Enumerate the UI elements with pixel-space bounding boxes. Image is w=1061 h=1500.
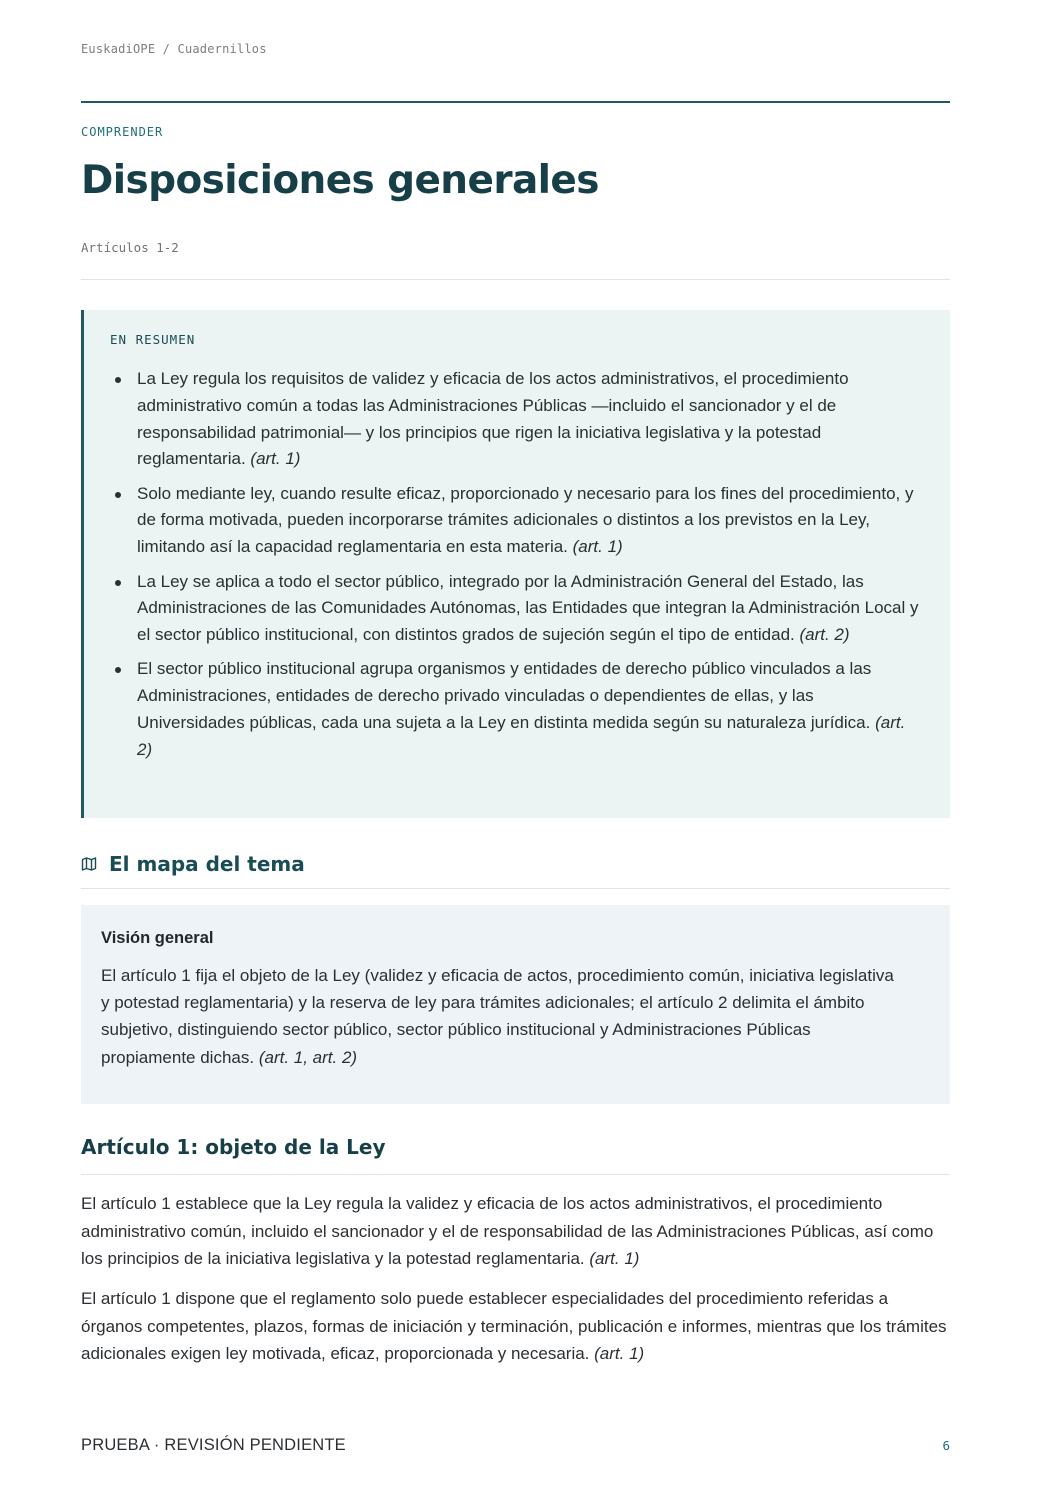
map-heading — [81, 850, 305, 878]
article-reference: (art. 1) — [589, 1249, 640, 1268]
bullet-icon — [115, 667, 121, 673]
section-title: Artículo 1: objeto de la Ley — [81, 1135, 386, 1159]
summary-item-text: Solo mediante ley, cuando resulte eficaz, proporcionado y necesario para los fines del procedimiento, y de forma motivada, pueden incorporarse trámites adicionales o distintos a los previstos en la Ley, limitando así la capacidad reglamentaria en esta materia. — [137, 483, 914, 557]
title-divider — [81, 279, 950, 280]
paragraph-text: El artículo 1 establece que la Ley regula la validez y eficacia de los actos administrativos, el procedimiento administrativo común, incluido el sancionador y el de responsabilidad de las Administraciones Públicas, así como los principios de la iniciativa legislativa y la potestad reglamentaria. — [81, 1194, 934, 1268]
section-kicker: COMPRENDER — [81, 125, 164, 139]
overview-box — [81, 905, 950, 1104]
bullet-icon — [115, 492, 121, 498]
article-reference: (art. 1) — [572, 537, 623, 557]
footer-status: PRUEBA · REVISIÓN PENDIENTE — [81, 1436, 346, 1454]
summary-item — [110, 569, 920, 649]
summary-item-text: La Ley regula los requisitos de validez y eficacia de los actos administrativos, el procedimiento administrativo común a todas las Administraciones Públicas —incluido el sancionador y el de responsabilidad patrimonial— y los principios que rigen la iniciativa legislativa y la potestad reglamentaria. — [137, 369, 849, 469]
page-number: 6 — [942, 1438, 950, 1453]
section-divider — [81, 1174, 950, 1175]
article-reference: (art. 2) — [799, 625, 850, 645]
summary-item — [110, 366, 920, 473]
article-reference: (art. 2) — [137, 713, 906, 759]
breadcrumb[interactable]: EuskadiOPE / Cuadernillos — [81, 42, 267, 56]
page-title: Disposiciones generales — [81, 158, 599, 203]
overview-body: El artículo 1 fija el objeto de la Ley (validez y eficacia de actos, procedimiento común, iniciativa legislativa y potestad reglamentaria) y la reserva de ley para trámites adicionales; el artículo 2 delimita el ámbito subjetivo, distinguiendo sector público, sector público institucional y Administraciones Públicas propiamente dichas. — [101, 966, 894, 1067]
header-divider — [81, 101, 950, 103]
article-reference: (art. 1, art. 2) — [258, 1047, 358, 1067]
summary-item — [110, 481, 920, 561]
overview-text — [101, 962, 901, 1071]
overview-title: Visión general — [101, 929, 214, 947]
bullet-icon — [115, 377, 121, 383]
summary-item — [110, 656, 920, 763]
map-divider — [81, 888, 950, 889]
summary-item-text: El sector público institucional agrupa organismos y entidades de derecho público vinculados a las Administraciones, entidades de derecho privado vinculadas o dependientes de ellas, y las Universidades públicas, cada una sujeta a la Ley en distinta medida según su naturaleza jurídica. — [137, 659, 872, 733]
summary-list — [110, 366, 920, 771]
map-icon — [81, 856, 97, 872]
article-reference: (art. 1) — [250, 449, 301, 469]
article-reference: (art. 1) — [594, 1344, 645, 1363]
paragraph — [81, 1190, 950, 1273]
summary-item-text: La Ley se aplica a todo el sector público, integrado por la Administración General del Estado, las Administraciones de las Comunidades Autónomas, las Entidades que integran la Administración Local y el sector público institucional, con distintos grados de sujeción según el tipo de entidad. — [137, 571, 919, 645]
summary-box — [81, 310, 950, 818]
paragraph — [81, 1285, 950, 1368]
bullet-icon — [115, 580, 121, 586]
summary-label: EN RESUMEN — [110, 332, 196, 347]
map-title: El mapa del tema — [109, 852, 305, 876]
paragraph-text: El artículo 1 dispone que el reglamento solo puede establecer especialidades del procedimiento referidas a órganos competentes, plazos, formas de iniciación y terminación, publicación e informes, mientras que los trámites adicionales exigen ley motivada, eficaz, proporcionada y necesaria. — [81, 1289, 947, 1363]
articles-range: Artículos 1-2 — [81, 240, 179, 255]
